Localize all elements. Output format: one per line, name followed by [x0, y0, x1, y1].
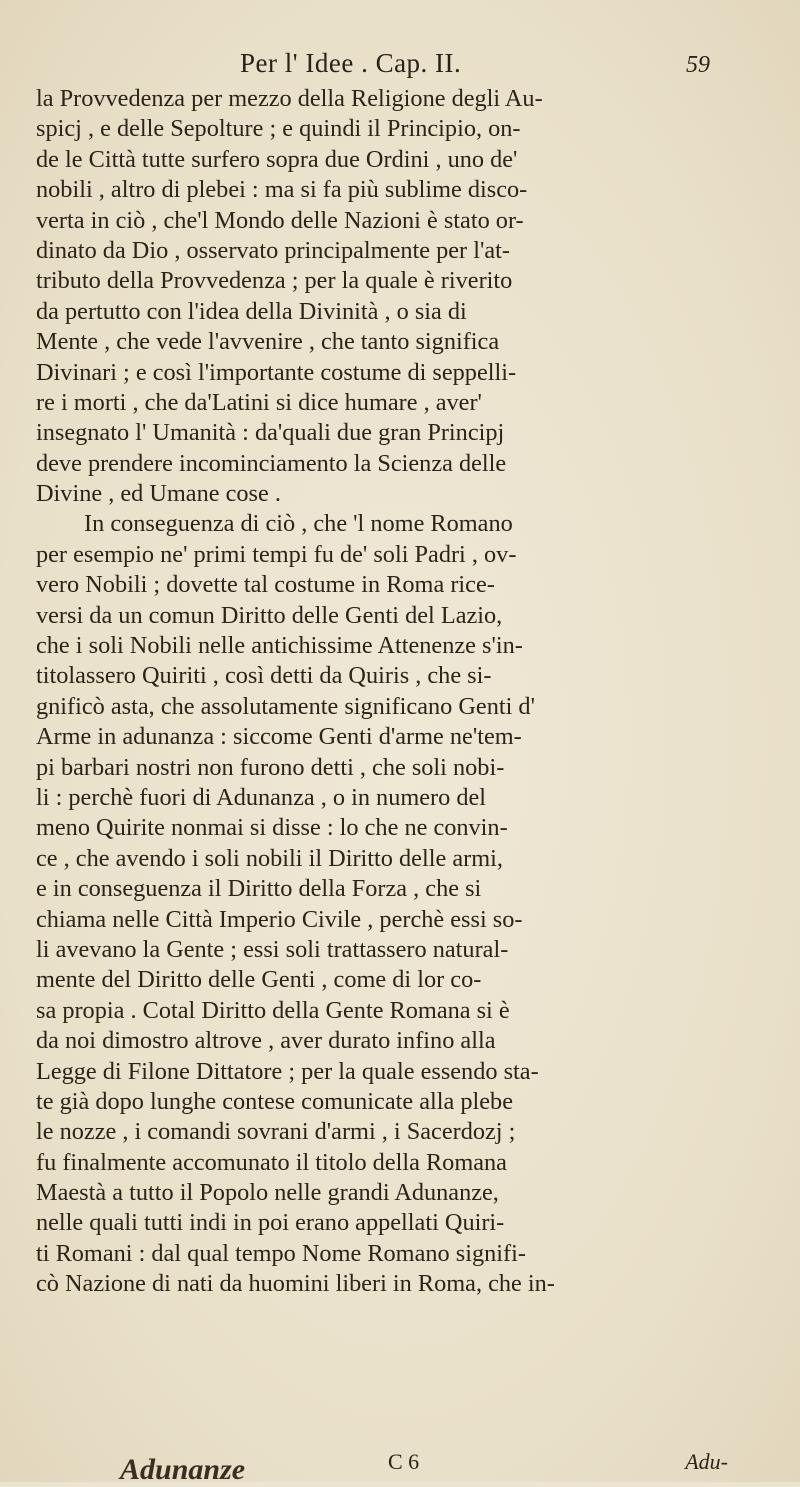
text-line: Arme in adunanza : siccome Genti d'arme ne'tem- [36, 723, 522, 751]
text-line: ce , che avendo i soli nobili il Diritto delle armi, [36, 844, 503, 872]
text-line: dinato da Dio , osservato principalmente per l'at- [36, 236, 510, 264]
text-line: Maestà a tutto il Popolo nelle grandi Adunanze, [36, 1179, 499, 1207]
text-line: titolassero Quiriti , così detti da Quiris , che si- [36, 662, 492, 690]
text-line: per esempio ne' primi tempi fu de' soli Padri , ov- [36, 540, 517, 568]
text-line: Divinari ; e così l'importante costume di seppelli- [36, 358, 517, 386]
body-text [36, 84, 766, 1300]
text-line: la Provvedenza per mezzo della Religione degli Au- [36, 85, 543, 112]
text-line: insegnato l' Umanità : da'quali due gran Principj [36, 419, 505, 447]
text-line: e in conseguenza il Diritto della Forza , che si [36, 875, 482, 903]
text-line: sa propia . Cotal Diritto della Gente Romana si è [36, 996, 510, 1024]
text-line: nelle quali tutti indi in poi erano appellati Quiri- [36, 1209, 505, 1237]
text-line: deve prendere incominciamento la Scienza delle [36, 449, 507, 477]
page-footer [36, 1449, 764, 1486]
text-line: versi da un comun Diritto delle Genti del Lazio, [36, 601, 503, 629]
text-line: le nozze , i comandi sovrani d'armi , i Sacerdozj ; [36, 1118, 516, 1146]
handwritten-signature: Adunanze [120, 1453, 246, 1486]
text-line: pi barbari nostri non furono detti , che soli nobi- [36, 753, 505, 781]
running-head: Per l' Idee . Cap. II. [240, 48, 462, 78]
text-line: fu finalmente accomunato il titolo della Romana [36, 1148, 507, 1176]
text-line: ti Romani : dal qual tempo Nome Romano signifi- [36, 1239, 526, 1267]
text-line: re i morti , che da'Latini si dice humare , aver' [36, 388, 482, 416]
text-line: Legge di Filone Dittatore ; per la quale essendo sta- [36, 1057, 539, 1085]
text-line: meno Quirite nonmai si disse : lo che ne convin- [36, 814, 508, 842]
text-line: chiama nelle Città Imperio Civile , perchè essi so- [36, 905, 523, 933]
text-line: vero Nobili ; dovette tal costume in Roma rice- [36, 571, 495, 599]
page-number: 59 [686, 52, 710, 78]
text-line: tributo della Provvedenza ; per la quale è riverito [36, 267, 513, 295]
text-line: verta in ciò , che'l Mondo delle Nazioni è stato or- [36, 206, 524, 234]
text-line: gnificò asta, che assolutamente significano Genti d' [36, 692, 535, 720]
text-line: da pertutto con l'idea della Divinità , o sia di [36, 297, 467, 325]
text-line: spicj , e delle Sepolture ; e quindi il Principio, on- [36, 115, 521, 143]
text-line: Divine , ed Umane cose . [36, 480, 281, 508]
paragraph-start-line: In conseguenza di ciò , che 'l nome Romano [84, 510, 513, 538]
text-line: nobili , altro di plebei : ma si fa più sublime disco- [36, 176, 528, 204]
text-line: Mente , che vede l'avvenire , che tanto significa [36, 328, 500, 356]
text-line: da noi dimostro altrove , aver durato infino alla [36, 1027, 496, 1055]
signature-mark: C 6 [388, 1449, 420, 1474]
text-line: li : perchè fuori di Adunanza , o in numero del [36, 783, 487, 811]
text-line: mente del Diritto delle Genti , come di lor co- [36, 966, 482, 994]
page-header [30, 48, 770, 84]
text-line: che i soli Nobili nelle antichissime Attenenze s'in- [36, 632, 523, 660]
text-line: de le Città tutte surfero sopra due Ordini , uno de' [36, 145, 518, 173]
text-line: cò Nazione di nati da huomini liberi in Roma, che in- [36, 1270, 555, 1298]
text-line: te già dopo lunghe contese comunicate alla plebe [36, 1087, 513, 1115]
text-line: li avevano la Gente ; essi soli trattassero natural- [36, 935, 509, 963]
catchword: Adu- [685, 1449, 728, 1474]
